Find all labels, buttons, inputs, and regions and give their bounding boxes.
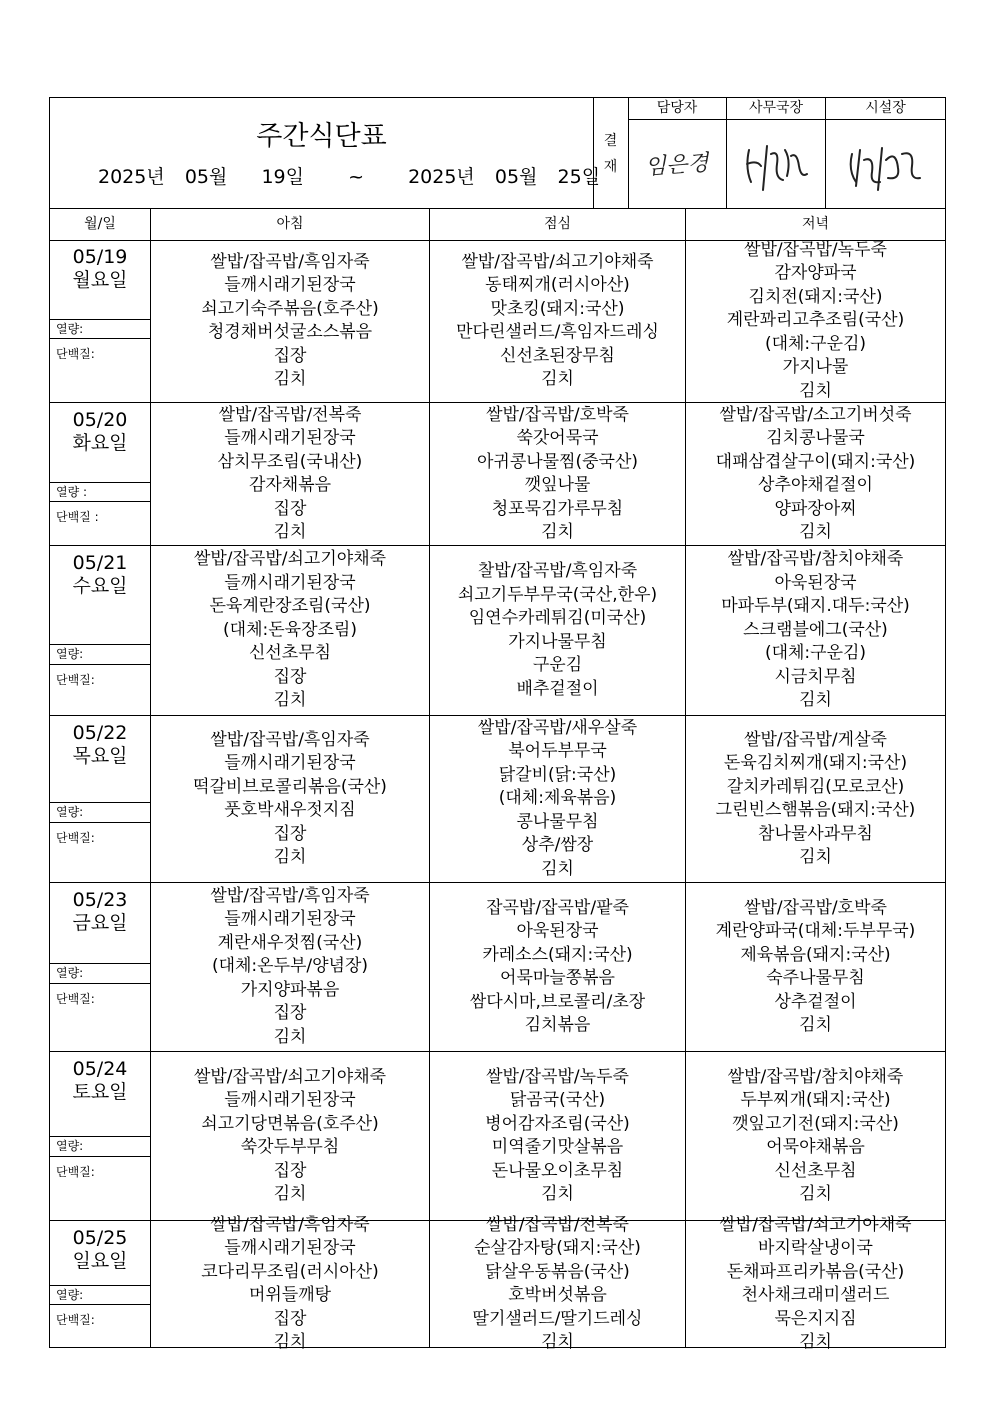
- menu-item: 신선초된장무침: [500, 345, 615, 366]
- menu-item: 돈육계란장조림(국산): [209, 596, 371, 617]
- menu-item: (대체:온두부/양념장): [211, 956, 369, 977]
- day-row: [50, 883, 945, 1052]
- menu-item: 아욱된장국: [774, 572, 857, 593]
- day-row: [50, 1214, 945, 1352]
- menu-item: 김치: [273, 1184, 307, 1204]
- date-cell: [50, 1052, 151, 1220]
- lunch-cell: [430, 883, 686, 1051]
- menu-item: 상추/쌈장: [521, 835, 594, 856]
- date-cell: [50, 546, 151, 715]
- menu-item: 천사채크래미샐러드: [741, 1285, 890, 1305]
- menu-item: 쇠고기당면볶음(호주산): [201, 1113, 379, 1134]
- menu-item: (대체:구운김): [764, 643, 867, 664]
- menu-item: 김치: [799, 1184, 832, 1204]
- menu-item: 쌀밥/잡곡밥/쇠고기야채죽: [719, 1214, 912, 1235]
- signature-scribble-head: [826, 120, 945, 208]
- breakfast-cell: [151, 716, 430, 882]
- menu-item: 김치볶음: [524, 1015, 591, 1035]
- role-head: 시설장: [826, 98, 945, 120]
- menu-item: 들깨시래기된장국: [224, 1090, 356, 1110]
- day-date: [50, 409, 150, 455]
- menu-item: 바지락살냉이국: [758, 1238, 873, 1258]
- menu-item: 쌀밥/잡곡밥/흑임자죽: [210, 885, 370, 906]
- signature-box-manager: [628, 98, 727, 208]
- col-lunch: 점심: [430, 208, 686, 240]
- signature-manager-text: 임은경: [644, 150, 710, 181]
- kcal-label: 열량:: [50, 1285, 150, 1305]
- signature-director: [727, 120, 825, 208]
- breakfast-cell: [151, 240, 430, 402]
- protein-label: 단백질:: [56, 992, 95, 1006]
- lunch-cell: [430, 240, 686, 402]
- kcal-label: 열량:: [50, 802, 150, 823]
- menu-item: 쇠고기두부무국(국산,한우): [457, 584, 658, 605]
- day-date: [50, 552, 150, 598]
- menu-item: 시금치무침: [774, 666, 857, 687]
- menu-item: 집장: [273, 498, 307, 519]
- menu-item: 어묵마늘쫑볶음: [500, 968, 615, 988]
- menu-item: 쌀밥/잡곡밥/게살죽: [744, 729, 887, 750]
- menu-item: 돈채파프리카볶음(국산): [726, 1261, 905, 1282]
- menu-item: 아욱된장국: [516, 921, 599, 941]
- menu-item: 돈나물오이초무침: [491, 1160, 624, 1181]
- menu-item: 김치: [273, 690, 307, 711]
- lunch-cell: [430, 403, 686, 545]
- approval-label: [593, 98, 629, 208]
- approval-label-top: 결: [603, 133, 618, 149]
- menu-item: 김치: [273, 1332, 307, 1352]
- menu-item: 호박버섯볶음: [508, 1285, 607, 1305]
- dinner-cell: [686, 1052, 945, 1220]
- protein-label: 단백질:: [56, 347, 95, 361]
- menu-item: 쌀밥/잡곡밥/녹두죽: [744, 239, 887, 260]
- breakfast-cell: [151, 546, 430, 715]
- menu-item: 쌈다시마,브로콜리/초장: [469, 991, 646, 1012]
- date-cell: [50, 716, 151, 882]
- column-headers: [50, 208, 945, 241]
- menu-item: 닭갈비(닭:국산): [498, 764, 617, 785]
- menu-item: 쌀밥/잡곡밥/참치야채죽: [727, 549, 904, 570]
- day-row: [50, 1052, 945, 1221]
- role-director: 사무국장: [727, 98, 825, 120]
- menu-item: 머위들깨탕: [248, 1285, 332, 1305]
- menu-item: 상추겉절이: [774, 991, 857, 1012]
- menu-item: 김치: [541, 858, 574, 879]
- menu-item: 깻잎나물: [524, 475, 591, 495]
- menu-item: 쌀밥/잡곡밥/호박죽: [486, 404, 629, 425]
- day-row: [50, 403, 945, 546]
- date-text: 05/23: [72, 889, 128, 911]
- col-breakfast: 아침: [151, 208, 430, 240]
- menu-item: 청포묵김가루무침: [491, 498, 624, 519]
- date-text: 05/22: [72, 722, 128, 744]
- kcal-label: 열량 :: [50, 482, 150, 502]
- breakfast-cell: [151, 1052, 430, 1220]
- menu-item: 닭살우동볶음(국산): [485, 1261, 630, 1282]
- dinner-cell: [686, 240, 945, 402]
- menu-item: 맛초킹(돼지:국산): [490, 298, 625, 319]
- date-text: 05/25: [72, 1227, 128, 1249]
- menu-item: 가지나물: [782, 357, 849, 378]
- menu-item: 집장: [273, 345, 307, 366]
- menu-item: 들깨시래기된장국: [224, 275, 356, 295]
- kcal-label: 열량:: [50, 1136, 150, 1157]
- kcal-label: 열량:: [50, 644, 150, 665]
- protein-label: 단백질 :: [56, 510, 99, 524]
- menu-item: 갈치카레튀김(모로코산): [726, 776, 905, 797]
- kcal-label: 열량:: [50, 963, 150, 984]
- menu-item: 김치: [541, 1184, 574, 1204]
- day-row: [50, 546, 945, 716]
- weekday-text: 목요일: [72, 745, 128, 767]
- menu-item: 대패삼겹살구이(돼지:국산): [715, 451, 916, 472]
- menu-item: 카레소스(돼지:국산): [482, 944, 633, 965]
- menu-item: 쌀밥/잡곡밥/흑임자죽: [210, 1214, 370, 1235]
- menu-item: 김치: [273, 1026, 307, 1047]
- menu-item: 가지나물무침: [508, 631, 607, 652]
- menu-item: 상추야채겉절이: [758, 475, 873, 495]
- menu-item: 잡곡밥/잡곡밥/팥죽: [486, 897, 629, 918]
- end-year: 2025년: [408, 166, 475, 188]
- kcal-label: 열량:: [50, 319, 150, 339]
- menu-item: 깻잎고기전(돼지:국산): [732, 1113, 899, 1134]
- menu-item: 쌀밥/잡곡밥/호박죽: [744, 897, 887, 918]
- day-date: [50, 1058, 150, 1104]
- menu-item: 신선초무침: [248, 643, 332, 664]
- menu-item: 구운김: [532, 655, 583, 675]
- menu-item: 들깨시래기된장국: [224, 909, 356, 930]
- menu-item: 풋호박새우젓지짐: [224, 800, 356, 820]
- menu-item: 쌀밥/잡곡밥/쇠고기야채죽: [461, 251, 654, 272]
- menu-item: 묵은지지짐: [774, 1308, 857, 1329]
- date-cell: [50, 883, 151, 1051]
- menu-item: 신선초무침: [774, 1160, 857, 1181]
- menu-item: 김치: [273, 369, 307, 389]
- weekday-text: 일요일: [72, 1250, 128, 1272]
- weekday-text: 토요일: [72, 1081, 128, 1103]
- signature-head: [826, 120, 945, 208]
- protein-label: 단백질:: [56, 1165, 95, 1179]
- dinner-cell: [686, 546, 945, 715]
- date-text: 05/19: [72, 246, 128, 268]
- menu-item: 코다리무조림(러시아산): [201, 1261, 379, 1282]
- menu-item: 스크램블에그(국산): [743, 619, 888, 640]
- menu-item: 배추겉절이: [516, 678, 599, 699]
- day-row: [50, 716, 945, 883]
- menu-item: 김치: [799, 1332, 832, 1352]
- menu-header: [50, 98, 945, 209]
- menu-item: 쌀밥/잡곡밥/소고기버섯죽: [719, 404, 912, 425]
- menu-item: 김치: [273, 522, 307, 542]
- menu-item: 김치: [799, 690, 832, 711]
- signature-manager: [628, 120, 726, 208]
- menu-item: 딸기샐러드/딸기드레싱: [472, 1308, 643, 1329]
- menu-item: 콩나물무침: [516, 811, 599, 832]
- lunch-cell: [430, 1052, 686, 1220]
- page-title: 주간식단표: [256, 121, 387, 152]
- dinner-cell: [686, 883, 945, 1051]
- day-row: [50, 240, 945, 403]
- weekday-text: 수요일: [72, 575, 128, 597]
- menu-item: 동태찌개(러시아산): [485, 275, 630, 295]
- date-text: 05/21: [72, 552, 128, 574]
- menu-item: 쌀밥/잡곡밥/쇠고기야채죽: [193, 549, 387, 570]
- menu-item: 김치: [799, 522, 832, 542]
- lunch-cell: [430, 716, 686, 882]
- menu-item: 제육볶음(돼지:국산): [740, 944, 891, 965]
- menu-item: 김치: [799, 1015, 832, 1035]
- menu-item: 북어두부무국: [508, 741, 607, 762]
- menu-item: 들깨시래기된장국: [224, 428, 356, 448]
- menu-item: 찰밥/잡곡밥/흑임자죽: [477, 561, 638, 581]
- menu-item: 임연수카레튀김(미국산): [468, 608, 647, 628]
- weekday-text: 월요일: [72, 269, 128, 291]
- menu-item: 집장: [273, 1003, 307, 1024]
- menu-item: 김치: [541, 369, 574, 389]
- menu-item: 김치전(돼지:국산): [748, 286, 883, 307]
- dinner-cell: [686, 716, 945, 882]
- signature-scribble-director: [727, 120, 825, 208]
- menu-item: 쌀밥/잡곡밥/흑임자죽: [210, 729, 370, 750]
- menu-item: 숙주나물무침: [766, 968, 865, 988]
- day-date: [50, 246, 150, 292]
- signature-box-director: [727, 98, 826, 208]
- approval-label-bottom: 재: [603, 159, 618, 175]
- range-tilde: ~: [348, 166, 364, 188]
- menu-item: 쑥갓어묵국: [516, 428, 599, 448]
- day-date: [50, 889, 150, 935]
- menu-item: 김치: [541, 522, 574, 542]
- weekday-text: 화요일: [72, 432, 128, 454]
- lunch-cell: [430, 546, 686, 715]
- protein-label: 단백질:: [56, 831, 95, 845]
- menu-item: 집장: [273, 1308, 307, 1329]
- start-day: 19일: [261, 166, 304, 188]
- menu-item: 쌀밥/잡곡밥/녹두죽: [486, 1066, 629, 1087]
- menu-item: 쌀밥/잡곡밥/흑임자죽: [210, 251, 370, 272]
- menu-item: 돈육김치찌개(돼지:국산): [723, 753, 908, 773]
- breakfast-cell: [151, 1214, 430, 1352]
- menu-item: (대체:돈육장조림): [223, 619, 357, 640]
- menu-item: 쇠고기숙주볶음(호주산): [201, 298, 379, 319]
- breakfast-cell: [151, 883, 430, 1051]
- signature-box-head: [826, 98, 945, 208]
- date-text: 05/24: [72, 1058, 128, 1080]
- menu-item: 김치: [799, 380, 832, 401]
- protein-label: 단백질:: [56, 1313, 95, 1327]
- dinner-cell: [686, 403, 945, 545]
- end-month: 05월: [494, 166, 538, 188]
- menu-item: 두부찌개(돼지:국산): [740, 1090, 891, 1110]
- start-month: 05월: [184, 166, 228, 188]
- menu-item: 김치콩나물국: [766, 428, 865, 448]
- menu-item: 집장: [273, 823, 307, 844]
- menu-item: 쌀밥/잡곡밥/전복죽: [218, 404, 362, 425]
- menu-item: 닭곰국(국산): [509, 1090, 606, 1110]
- menu-item: 김치: [799, 847, 832, 867]
- menu-item: 감자양파국: [774, 263, 857, 284]
- menu-item: 마파두부(돼지.대두:국산): [721, 596, 910, 617]
- menu-item: 계란꽈리고추조림(국산): [726, 310, 905, 331]
- menu-item: 아귀콩나물찜(중국산): [476, 451, 639, 472]
- menu-item: 들깨시래기된장국: [224, 1238, 356, 1258]
- menu-item: 미역줄기맛살볶음: [491, 1137, 624, 1157]
- menu-item: 집장: [273, 1160, 307, 1181]
- col-date: 월/일: [50, 208, 151, 240]
- menu-item: 쌀밥/잡곡밥/쇠고기야채죽: [193, 1066, 387, 1087]
- date-range: [98, 162, 600, 189]
- menu-item: (대체:제육볶음): [498, 788, 617, 809]
- menu-item: 양파장아찌: [774, 498, 857, 519]
- lunch-cell: [430, 1214, 686, 1352]
- menu-item: 김치: [541, 1332, 574, 1352]
- day-date: [50, 1227, 150, 1273]
- menu-item: 집장: [273, 666, 307, 687]
- weekly-menu-sheet: [49, 97, 946, 1352]
- menu-item: 떡갈비브로콜리볶음(국산): [193, 776, 387, 797]
- menu-item: 들깨시래기된장국: [224, 753, 356, 773]
- date-cell: [50, 403, 151, 545]
- menu-item: 삼치무조림(국내산): [217, 451, 363, 472]
- title-area: [50, 98, 601, 208]
- menu-item: 쌀밥/잡곡밥/참치야채죽: [727, 1066, 904, 1087]
- menu-item: 병어감자조림(국산): [485, 1113, 630, 1134]
- day-date: [50, 722, 150, 768]
- date-cell: [50, 1221, 151, 1347]
- menu-item: 계란새우젓찜(국산): [217, 932, 363, 953]
- menu-item: 쑥갓두부무침: [240, 1137, 340, 1157]
- menu-item: 그린빈스햄볶음(돼지:국산): [715, 800, 916, 820]
- weekday-text: 금요일: [72, 912, 128, 934]
- menu-item: 감자채볶음: [248, 475, 332, 495]
- menu-item: 김치: [273, 847, 307, 867]
- role-manager: 담당자: [628, 98, 726, 120]
- date-cell: [50, 240, 151, 402]
- menu-item: 쌀밥/잡곡밥/전복죽: [486, 1214, 629, 1235]
- menu-item: 어묵야채볶음: [766, 1137, 865, 1157]
- menu-item: 가지양파볶음: [240, 979, 340, 1000]
- col-dinner: 저녁: [801, 216, 830, 232]
- menu-item: 참나물사과무침: [758, 823, 873, 844]
- breakfast-cell: [151, 403, 430, 545]
- menu-item: 쌀밥/잡곡밥/새우살죽: [477, 717, 638, 738]
- menu-item: 들깨시래기된장국: [224, 572, 356, 593]
- menu-item: 청경채버섯굴소스볶음: [207, 322, 373, 342]
- start-year: 2025년: [98, 166, 165, 188]
- menu-item: 만다린샐러드/흑임자드레싱: [456, 322, 659, 342]
- menu-item: (대체:구운김): [764, 333, 867, 354]
- date-text: 05/20: [72, 409, 128, 431]
- protein-label: 단백질:: [56, 673, 95, 687]
- menu-item: 순살감자탕(돼지:국산): [474, 1238, 641, 1258]
- end-day: 25일: [557, 166, 601, 188]
- menu-item: 계란양파국(대체:두부무국): [715, 921, 916, 941]
- dinner-cell: [686, 1214, 945, 1352]
